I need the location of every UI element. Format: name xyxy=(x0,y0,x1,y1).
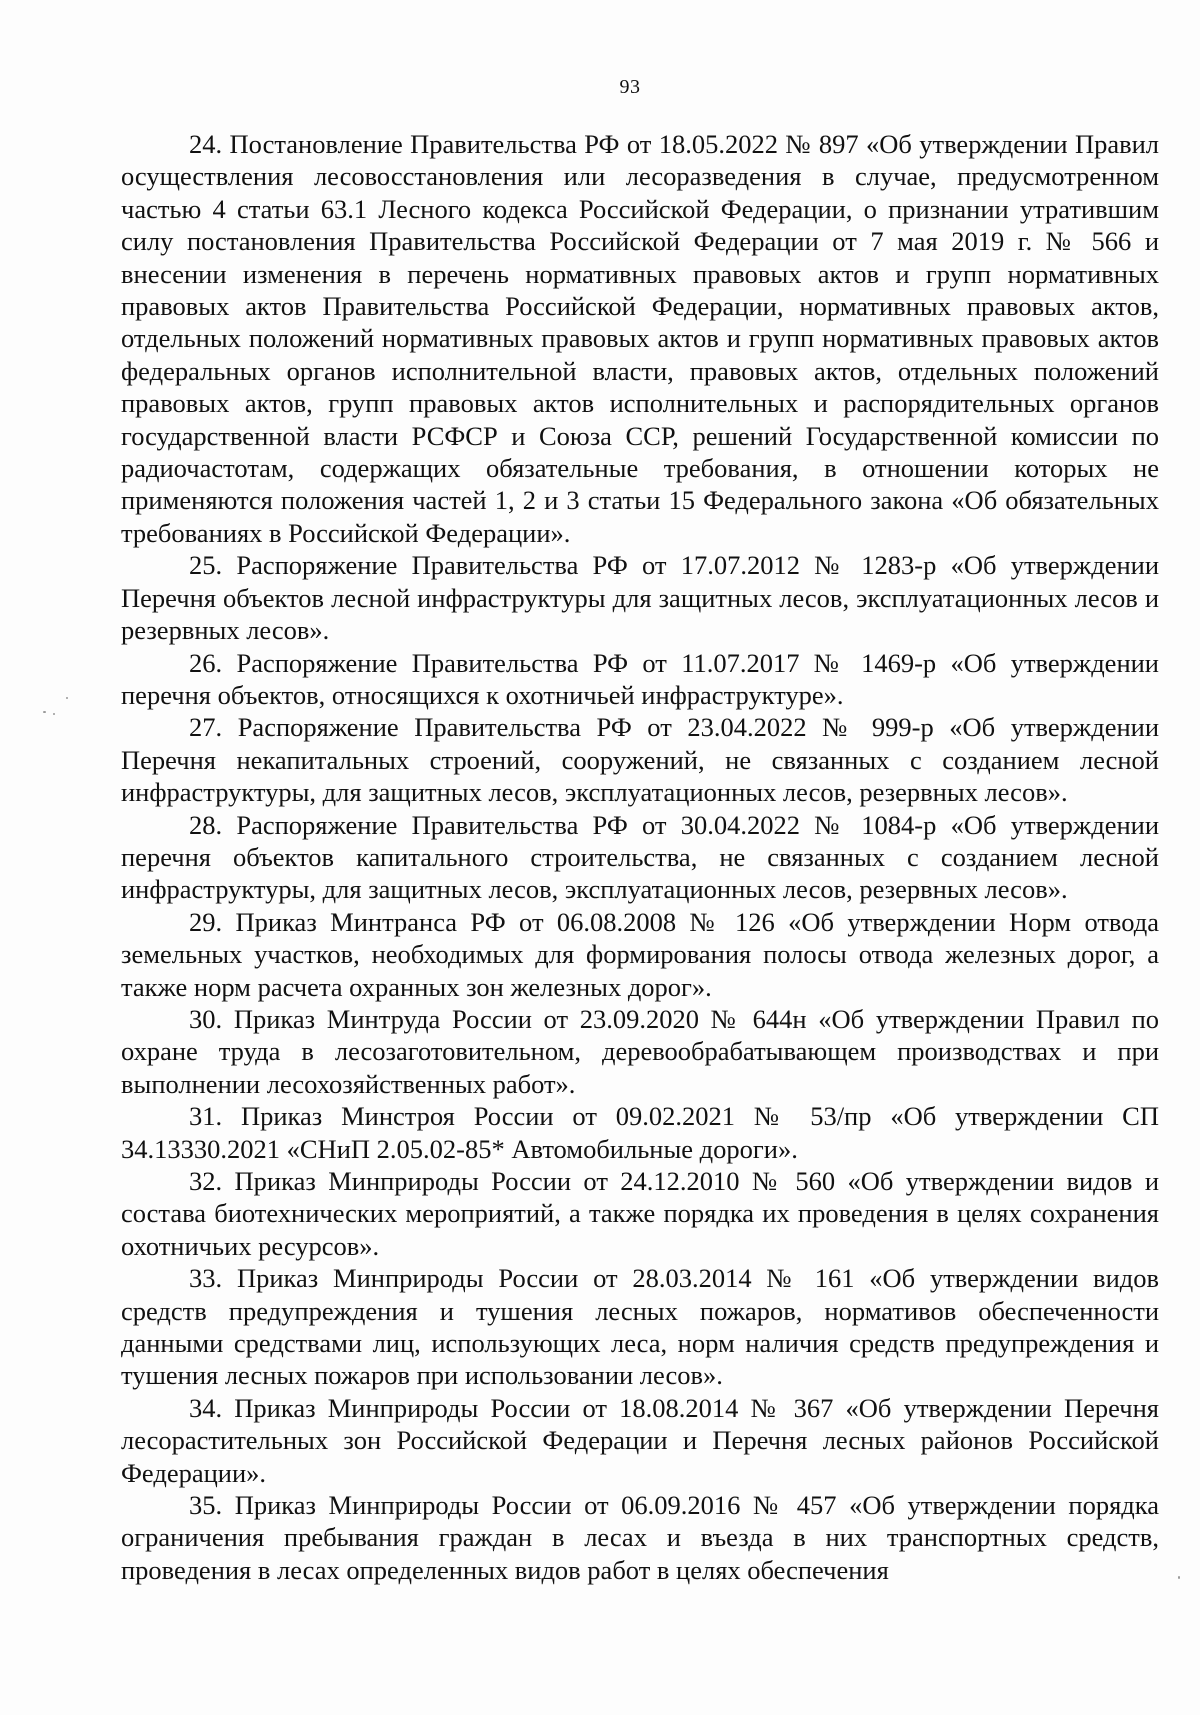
item-text: Постановление Правительства РФ от 18.05.2022 № 897 «Об утверждении Правил осуществления лесовосстановления или лесоразведения в случае, предусмотренном частью 4 статьи 63.1 Лесного кодекса Российской Федерации, о признании утратившим силу постановления Правительства Российской Федерации от 7 мая 2019 г. № 566 и внесении изменения в перечень нормативных правовых актов и групп нормативных правовых актов Правительства Российской Федерации, нормативных правовых актов, отдельных положений нормативных правовых актов и групп нормативных правовых актов федеральных органов исполнительной власти, правовых актов, отдельных положений правовых актов, групп правовых актов исполнительных и распорядительных органов государственной власти РСФСР и Союза ССР, решений Государственной комиссии по радиочастотам, содержащих обязательные требования, в отношении которых не применяются положения частей 1, 2 и 3 статьи 15 Федерального закона «Об обязательных требованиях в Российской Федерации». xyxy=(121,129,1160,548)
item-text: Приказ Минстроя России от 09.02.2021 № 53/пр «Об утверждении СП 34.13330.2021 «СНиП 2.05.02-85* Автомобильные дороги». xyxy=(121,1101,1159,1164)
item-text: Приказ Минтруда России от 23.09.2020 № 644н «Об утверждении Правил по охране труда в лесозаготовительном, деревообрабатывающем производствах и при выполнении лесохозяйственных работ». xyxy=(121,1003,1159,1099)
document-body xyxy=(121,128,1159,1586)
item-number: 24. xyxy=(189,129,223,159)
list-item xyxy=(121,711,1159,808)
list-item xyxy=(121,647,1159,712)
scan-speck xyxy=(66,697,68,699)
item-number: 31. xyxy=(189,1101,223,1132)
list-item xyxy=(121,1489,1159,1586)
scan-speck xyxy=(1178,1576,1180,1579)
list-item xyxy=(121,549,1159,646)
item-number: 32. xyxy=(189,1166,223,1196)
page-number: 93 xyxy=(619,76,641,98)
list-item xyxy=(121,1165,1159,1262)
list-item xyxy=(121,128,1159,549)
item-number: 33. xyxy=(189,1263,223,1294)
item-number: 30. xyxy=(189,1003,223,1034)
item-text: Приказ Минприроды России от 28.03.2014 № 161 «Об утверждении видов средств предупреждения и тушения лесных пожаров, нормативов обеспеченности данными средствами лиц, использующих леса, норм наличия средств предупреждения и тушения лесных пожаров при использовании лесов». xyxy=(121,1263,1159,1391)
list-item xyxy=(121,906,1159,1003)
item-number: 25. xyxy=(189,550,223,581)
list-item xyxy=(121,1003,1159,1100)
scan-speck xyxy=(43,711,46,713)
item-text: Распоряжение Правительства РФ от 30.04.2022 № 1084-р «Об утверждении перечня объектов капитального строительства, не связанных с созданием лесной инфраструктуры, для защитных лесов, эксплуатационных лесов, резервных лесов». xyxy=(121,809,1159,905)
item-text: Распоряжение Правительства РФ от 11.07.2017 № 1469-р «Об утверждении перечня объектов, относящихся к охотничьей инфраструктуре». xyxy=(121,647,1159,710)
item-number: 27. xyxy=(189,712,223,743)
item-number: 34. xyxy=(189,1392,223,1423)
list-item xyxy=(121,1392,1159,1489)
list-item xyxy=(121,809,1159,906)
item-text: Приказ Минприроды России от 24.12.2010 № 560 «Об утверждении видов и состава биотехнических мероприятий, а также порядка их проведения в целях сохранения охотничьих ресурсов». xyxy=(121,1166,1159,1261)
scan-speck xyxy=(53,713,55,715)
item-number: 29. xyxy=(189,906,223,937)
item-number: 26. xyxy=(189,647,223,678)
list-item xyxy=(121,1100,1159,1165)
item-text: Приказ Минприроды России от 18.08.2014 № 367 «Об утверждении Перечня лесорастительных зон Российской Федерации и Перечня лесных районов Российской Федерации». xyxy=(121,1392,1159,1488)
item-text: Распоряжение Правительства РФ от 23.04.2022 № 999-р «Об утверждении Перечня некапитальных строений, сооружений, не связанных с созданием лесной инфраструктуры, для защитных лесов, эксплуатационных лесов, резервных лесов». xyxy=(121,712,1160,808)
item-number: 28. xyxy=(189,809,223,840)
item-text: Приказ Минтранса РФ от 06.08.2008 № 126 «Об утверждении Норм отвода земельных участков, необходимых для формирования полосы отвода железных дорог, а также норм расчета охранных зон железных дорог». xyxy=(121,906,1159,1002)
item-text: Распоряжение Правительства РФ от 17.07.2012 № 1283-р «Об утверждении Перечня объектов лесной инфраструктуры для защитных лесов, эксплуатационных лесов и резервных лесов». xyxy=(121,550,1159,646)
item-text: Приказ Минприроды России от 06.09.2016 № 457 «Об утверждении порядка ограничения пребывания граждан в лесах и въезда в них транспортных средств, проведения в лесах определенных видов работ в целях обеспечения xyxy=(121,1490,1159,1585)
list-item xyxy=(121,1262,1159,1392)
item-number: 35. xyxy=(189,1490,223,1521)
